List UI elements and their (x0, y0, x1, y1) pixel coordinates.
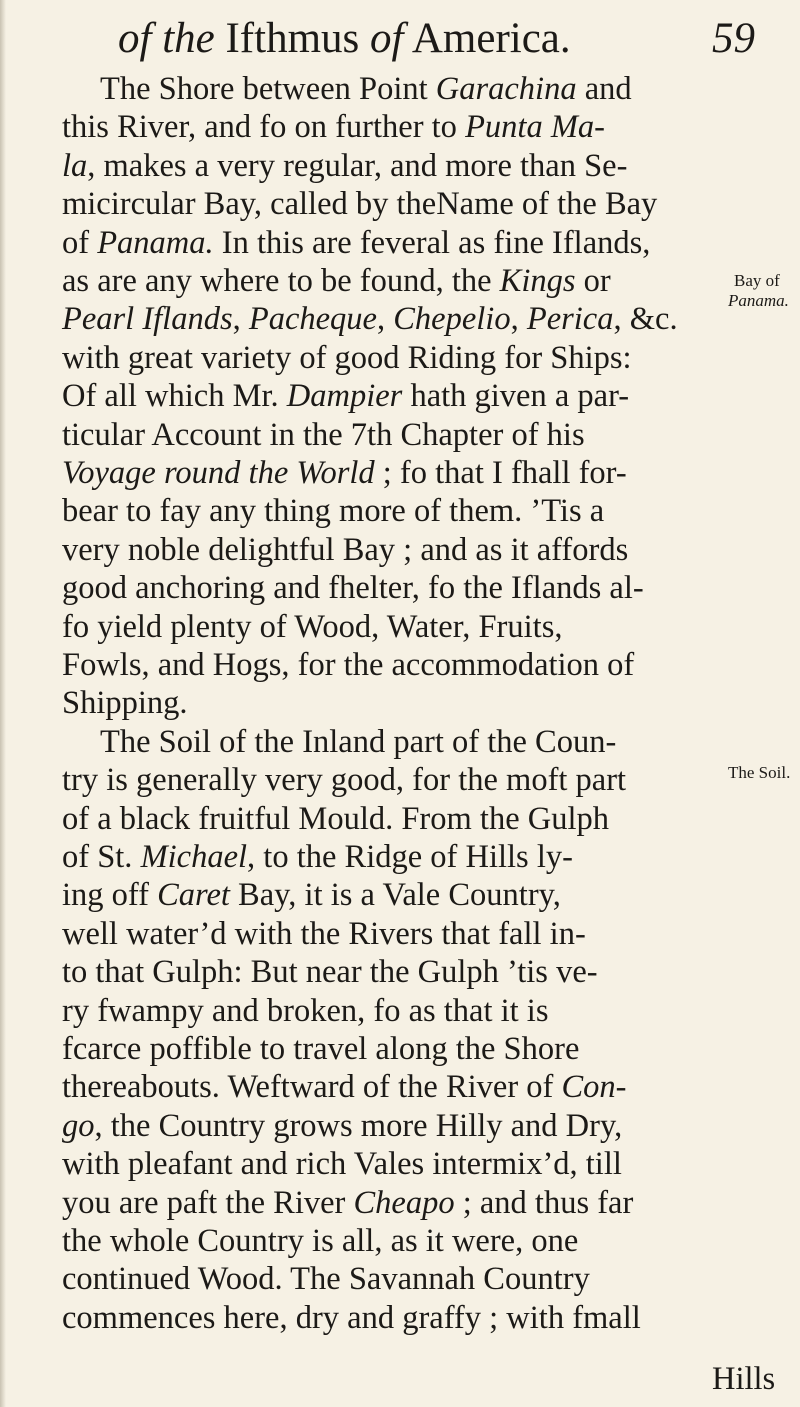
italic-text: Voyage round the World (62, 455, 375, 491)
text-line (62, 761, 626, 799)
text-segment: to that Gulph: But near the Gulph ’tis ve- (62, 954, 598, 991)
text-segment: ing off (62, 877, 158, 914)
italic-text: Panama. (97, 224, 214, 261)
page-number: 59 (712, 15, 755, 62)
text-segment: The Shore between Point (100, 71, 436, 107)
text-segment: ; and thus far (454, 1184, 634, 1221)
text-segment: , to the Ridge of Hills ly- (247, 839, 573, 875)
catchword: Hills (712, 1361, 776, 1397)
italic-text: Kings (499, 263, 576, 299)
text-segment: try is generally very good, for the moft part (62, 762, 627, 799)
running-title (118, 14, 571, 63)
text-segment: Bay, it is a Vale Country, (229, 877, 561, 914)
text-line (62, 339, 632, 377)
text-segment: ticular Account in the 7th Chapter of his (62, 416, 585, 453)
text-segment: with pleafant and rich Vales intermix’d, till (62, 1146, 622, 1183)
text-segment: fcarce poffible to travel along the Shore (62, 1031, 580, 1067)
italic-text: Cheapo (353, 1184, 455, 1221)
italic-text: Dampier (286, 378, 403, 415)
text-segment: you are paft the River (62, 1184, 354, 1221)
text-line (62, 953, 598, 991)
text-line (62, 416, 585, 454)
text-segment: fo yield plenty of Wood, Water, Fruits, (62, 608, 563, 645)
text-line (62, 147, 627, 185)
text-segment: In this are feveral as fine Iflands, (213, 224, 651, 261)
text-line (62, 1030, 579, 1068)
text-segment: good anchoring and fhelter, fo the Iflands al- (62, 570, 644, 607)
margin-note-the-soil: The Soil. (728, 763, 791, 782)
text-segment: The Soil of the Inland part of the Coun- (100, 723, 617, 760)
italic-text: go (62, 1107, 95, 1144)
text-line (62, 224, 650, 262)
text-segment: of St. (62, 839, 141, 875)
text-line (100, 70, 632, 108)
italic-text: Chepelio (393, 301, 511, 338)
text-segment: as are any where to be found, the (62, 263, 500, 299)
text-line (62, 569, 644, 607)
text-segment: Shipping. (62, 685, 188, 722)
text-line (100, 723, 616, 761)
italic-text: Perica (526, 301, 614, 338)
italic-text: Caret (157, 877, 230, 914)
italic-text: Con- (561, 1069, 627, 1106)
text-segment: micircular Bay, called by theName of the Bay (62, 186, 658, 223)
text-segment: bear to fay any thing more of them. ’Tis a (62, 493, 605, 530)
text-line (62, 531, 628, 569)
text-line (62, 1184, 633, 1222)
header-word-america: America. (411, 15, 571, 62)
text-segment: and (576, 71, 632, 107)
text-line (62, 800, 609, 838)
text-segment: hath given a par- (402, 378, 630, 415)
text-line (62, 608, 562, 646)
header-word-isthmus: Ifthmus (225, 15, 360, 62)
text-segment: of a black fruitful Mould. From the Gulph (62, 800, 609, 837)
page-gutter-shadow (0, 0, 6, 1407)
text-segment: , &c. (613, 301, 678, 338)
text-segment: Fowls, and Hogs, for the accommodation of (62, 647, 635, 683)
text-line (62, 915, 586, 953)
italic-text: Pearl Iflands (62, 301, 233, 338)
text-line (62, 492, 604, 530)
text-segment: , (232, 301, 249, 338)
text-segment: this River, and fo on further to (62, 109, 466, 146)
text-line (62, 1145, 622, 1183)
text-line (62, 1107, 622, 1145)
text-line (62, 876, 561, 914)
italic-text: Punta Ma- (465, 109, 605, 146)
text-segment: , the Country grows more Hilly and Dry, (94, 1107, 623, 1144)
text-line (62, 646, 634, 684)
header-middle: of (370, 15, 404, 62)
text-segment: continued Wood. The Savannah Country (62, 1261, 590, 1298)
italic-text: Michael (140, 839, 248, 875)
text-segment: commences here, dry and graffy ; with fmall (62, 1299, 641, 1336)
text-segment: or (575, 263, 611, 299)
text-line (62, 185, 657, 223)
text-segment: with great variety of good Riding for Ships: (62, 339, 632, 376)
text-line (62, 1260, 590, 1298)
text-segment: very noble delightful Bay ; and as it affords (62, 531, 629, 568)
text-segment: well water’d with the Rivers that fall in- (62, 915, 586, 952)
text-segment: , (510, 301, 527, 338)
text-line (62, 992, 548, 1030)
text-line (62, 684, 188, 722)
text-segment: ry fwampy and broken, fo as that it is (62, 992, 549, 1029)
text-segment: Of all which Mr. (62, 378, 287, 415)
margin-note-panama: Panama. (728, 291, 789, 310)
text-line (62, 108, 605, 146)
italic-text: Pacheque (248, 301, 377, 338)
text-line (62, 1299, 641, 1337)
running-header (0, 0, 800, 80)
text-line (62, 262, 611, 300)
text-segment: the whole Country is all, as it were, one (62, 1223, 579, 1259)
text-segment: thereabouts. Weftward of the River of (62, 1069, 562, 1106)
text-line (62, 1068, 626, 1106)
text-line (62, 300, 678, 338)
header-prefix: of the (118, 15, 215, 62)
text-segment: of (62, 224, 98, 261)
italic-text: Garachina (435, 71, 577, 107)
italic-text: la (62, 147, 88, 184)
text-line (62, 377, 629, 415)
text-segment: ; fo that I fhall for- (374, 455, 627, 491)
text-line (62, 454, 627, 492)
text-segment: , makes a very regular, and more than Se- (87, 147, 628, 184)
text-segment: , (377, 301, 394, 338)
margin-note-bay-of: Bay of (734, 271, 780, 290)
text-line (62, 838, 573, 876)
text-line (62, 1222, 578, 1260)
